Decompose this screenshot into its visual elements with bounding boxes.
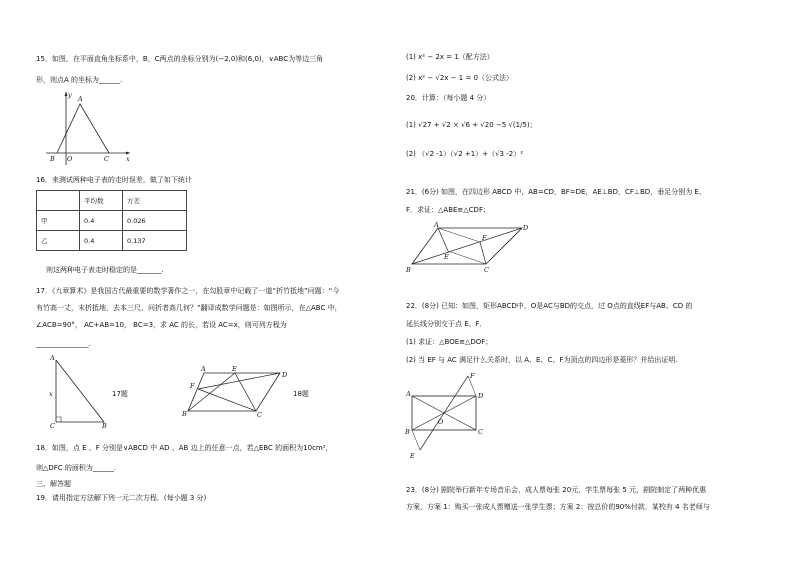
q18-line1: 18．如图，点 E 、F 分别是∨ABCD 中 AD 、AB 边上的任意一点，若△EBC 的面积为10cm²，: [36, 444, 333, 452]
q21-label-b: B: [406, 266, 411, 274]
q22-label-f: F: [470, 372, 475, 380]
q19-text: 19．请用指定方法解下列一元二次方程．(每小题 3 分): [36, 494, 207, 502]
q17-triangle-figure: [48, 354, 118, 429]
table-cell: 甲: [37, 211, 80, 231]
q17-label-x: x: [49, 390, 53, 398]
q15-label-a: A: [78, 95, 83, 103]
q15-line1: 15．如图，在平面直角坐标系中，B，C两点的坐标分别为(−2,0)和(6,0)，∨ABC为等边三角: [36, 55, 324, 63]
q18-line2: 则△DFC 的面积为______.: [36, 464, 117, 472]
q21-label-c: C: [484, 266, 489, 274]
q18-label-e: E: [232, 365, 237, 373]
q21-label-d: D: [523, 224, 529, 232]
q21-label-f: F: [482, 234, 487, 242]
q23-line2: 方案，方案 1：购买一张成人票赠送一张学生票；方案 2：按总价的90%付款．某校有 4 名老师与: [406, 503, 710, 511]
calc-2: (2) （√2 -1）（√2 +1）+（√3 -2）²: [406, 150, 524, 158]
table-row: [37, 191, 187, 211]
q16-line1: 16．来测试两种电子表的走时误差，做了如下统计: [36, 176, 192, 184]
table-cell: 乙: [37, 231, 80, 251]
fig18-caption: 18题: [293, 390, 309, 398]
q20-text: 20．计算：（每小题 4 分）: [406, 94, 491, 102]
q15-label-o: O: [67, 155, 73, 163]
q22-label-b: B: [405, 428, 410, 436]
q22-label-d: D: [478, 392, 484, 400]
q21-quadrilateral-figure: [402, 220, 532, 276]
q16-table: [36, 190, 187, 251]
table-row: [37, 231, 187, 251]
q18-parallelogram-figure: [180, 366, 290, 418]
q18-label-c: C: [257, 411, 262, 419]
table-cell: [37, 191, 80, 211]
q17-label-b: B: [102, 422, 107, 430]
q17-line1: 17．《九章算术》是我国古代最重要的数学著作之一，在勾股章中记载了一道“折竹抵地”问题：“今: [36, 287, 340, 295]
equation-1: (1) x² − 2x = 1（配方法）: [406, 53, 494, 61]
q22-line4: (2) 当 EF 与 AC 满足什么关系时，以 A、E、C、F为顶点的四边形是菱形？并给出证明.: [406, 356, 678, 364]
q21-line2: F．求证：△ABE≌△CDF；: [406, 206, 490, 214]
q22-line2: 延长线分别交于点 E、F．: [406, 320, 487, 328]
q21-label-e: E: [444, 253, 449, 261]
equation-2: (2) x² − √2x − 1 = 0（公式法）: [406, 74, 513, 82]
q22-label-o: O: [438, 418, 444, 426]
q22-rectangle-figure: [402, 372, 492, 460]
calc-1: (1) √27 + √2 × √6 + √20 −5 √(1/5)；: [406, 121, 537, 129]
q17-label-c: C: [50, 422, 55, 430]
q15-label-x: x: [126, 155, 130, 163]
q18-label-b: B: [182, 410, 187, 418]
q18-label-d: D: [282, 371, 288, 379]
q22-label-a: A: [406, 390, 411, 398]
q17-line4: _______________.: [36, 340, 91, 348]
fig17-caption: 17题: [112, 390, 128, 398]
q22-line3: (1) 求证：△BOE≌△DOF；: [406, 338, 493, 346]
q22-line1: 22．(8分) 已知：如图，矩形ABCD中，O是AC与BD的交点，过 O点的直线EF与AB、CD 的: [406, 302, 693, 310]
q16-line2: 则这两种电子表走时稳定的是_______.: [46, 266, 164, 274]
q15-line2: 形，则点A 的坐标为______.: [36, 76, 123, 84]
q21-label-a: A: [434, 221, 439, 229]
q18-label-a: A: [201, 365, 206, 373]
q15-label-c: C: [104, 155, 109, 163]
q17-line3: ∠ACB=90°， AC+AB=10， BC=3，求 AC 的长，若设 AC=x，则可列方程为: [36, 321, 287, 329]
q17-line2: 有竹高一丈，末折抵地，去本三尺，问折者高几何？”翻译成数学问题是：如图所示，在△ABC 中，: [36, 304, 342, 312]
table-cell: 方差: [123, 191, 187, 211]
q17-label-a: A: [50, 354, 55, 362]
table-cell: 0.137: [123, 231, 187, 251]
q18-label-f: F: [190, 382, 195, 390]
table-cell: 0.4: [80, 231, 123, 251]
q15-coordinate-figure: [46, 90, 146, 165]
table-row: [37, 211, 187, 231]
q22-label-c: C: [478, 428, 483, 436]
q15-label-b: B: [50, 155, 55, 163]
q21-line1: 21．(6分) 如图，在四边形 ABCD 中，AB=CD，BF=DE，AE⊥BD，CF⊥BD，垂足分别为 E、: [406, 188, 706, 196]
q15-label-y: y: [68, 91, 72, 99]
q23-line1: 23．(8分) 剧院举行新年专场音乐会，成人票每张 20元，学生票每张 5 元，剧院制定了两种优惠: [406, 486, 707, 494]
q22-label-e: E: [410, 452, 415, 460]
table-cell: 平均数: [80, 191, 123, 211]
section-heading: 三、解答题: [36, 480, 71, 488]
table-cell: 0.4: [80, 211, 123, 231]
table-cell: 0.026: [123, 211, 187, 231]
